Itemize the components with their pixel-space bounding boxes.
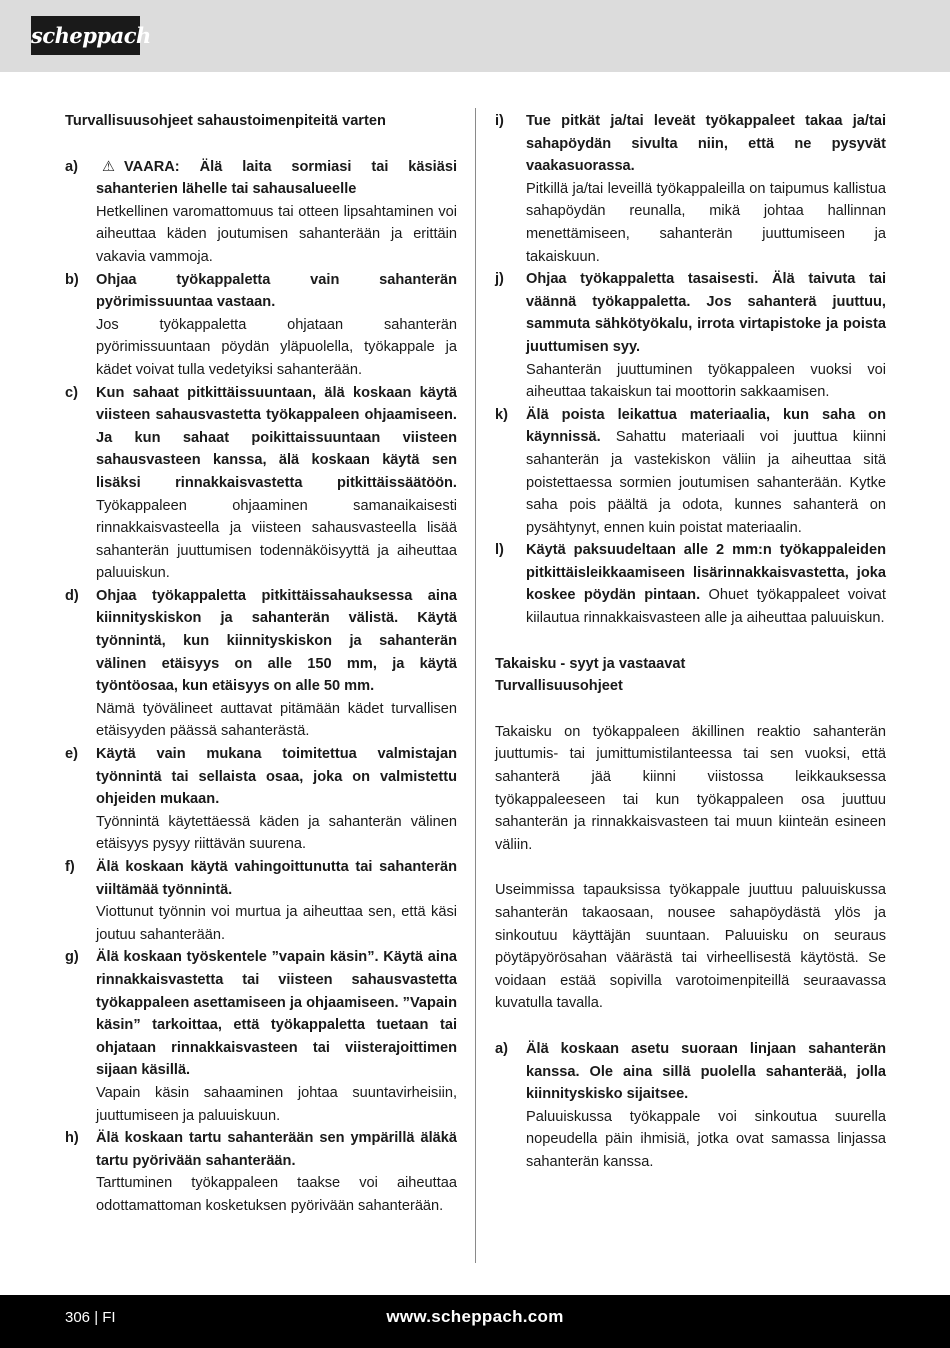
item-heading: Älä koskaan käytä vahingoittunutta tai sahanterän viiltämää työnnintä. (96, 859, 457, 898)
list-item-final-a (495, 1038, 886, 1174)
list-item-d (65, 585, 457, 743)
item-text: Työkappaleen ohjaaminen samanaikaisesti rinnakkaisvasteella ja viisteen sahausvasteella lisää sahanterän juuttumisen todennäköisyyttä ja aiheuttaa paluuiskun. (96, 497, 457, 582)
item-heading: Ohjaa työkappaletta vain sahanterän pyörimissuuntaa vastaan. (96, 271, 457, 311)
item-label: d) (65, 587, 79, 604)
list-item-a (65, 156, 457, 269)
item-body (96, 382, 457, 585)
item-text: Viottunut työnnin voi murtua ja aiheuttaa sen, että käsi joutuu sahanterään. (96, 904, 457, 943)
item-text: Vapain käsin sahaaminen johtaa suuntavirheisiin, juuttumiseen ja paluuiskuun. (96, 1084, 457, 1124)
item-text: Sahanterän juuttuminen työkappaleen vuoksi voi aiheuttaa takaiskun tai moottorin sakkaamisen. (526, 361, 886, 401)
item-body (526, 1038, 886, 1174)
warning-triangle-icon: ⚠ (102, 158, 116, 175)
item-body (96, 585, 457, 743)
item-text: Hetkellinen varomattomuus tai otteen lipsahtaminen voi aiheuttaa käden joutumisen sahanterään ja erittäin vakavia vammoja. (96, 203, 457, 265)
item-heading: Tue pitkät ja/tai leveät työkappaleet takaa ja/tai sahapöydän sivulta niin, että ne pysyvät vaakasuorassa. (526, 113, 886, 175)
item-heading: Älä koskaan tartu sahanterään sen ympärillä äläkä tartu pyörivään sahanterään. (96, 1130, 457, 1169)
item-label: b) (65, 271, 79, 288)
list-item-j (495, 268, 886, 404)
item-text: Nämä työvälineet auttavat pitämään kädet turvallisen etäisyyden päässä sahanterästä. (96, 700, 457, 740)
scheppach-logo: scheppach (31, 16, 140, 55)
page-footer (0, 1295, 950, 1348)
kickback-title-line-2: Turvallisuusohjeet (495, 678, 623, 695)
item-body (526, 268, 886, 404)
kickback-paragraph-1: Takaisku on työkappaleen äkillinen reaktio sahanterän juuttumis- tai jumittumistilanteessa tai sen vuoksi, että sahanterä jää kiinni viistossa leikkauksessa työkappaleeseen tai kun työkappaleen osa juuttuu sahanterän ja rinnakkaisvasteen tai muun kiinteän esineen väliin. (495, 723, 886, 853)
list-item-g (65, 946, 457, 1127)
item-heading: Älä poista leikattua materiaalia, kun saha on käynnissä. (526, 406, 886, 446)
list-item-b (65, 269, 457, 382)
list-item-k (495, 404, 886, 540)
item-heading: Ohjaa työkappaletta tasaisesti. Älä taivuta tai väännä työkappaletta. Jos sahanterä juuttuu, sammuta sähkötyökalu, irrota virtapistoke ja poista juuttumisen syy. (526, 271, 886, 355)
item-text: Työnnintä käytettäessä käden ja sahanterän välinen etäisyys pysyy riittävän suurena. (96, 813, 457, 853)
item-text: Pitkillä ja/tai leveillä työkappaleilla on taipumus kallistua sahapöydän reunalla, mikä johtaa hallinnan menettämiseen, sahanterän juuttumiseen ja takaiskuun. (526, 180, 886, 265)
kickback-paragraph-2: Useimmissa tapauksissa työkappale juuttuu paluuiskussa sahanterän takaosaan, nousee sahapöydästä ylös ja sinkoutuu käyttäjän suuntaan. Paluuisku on seuraus pöytäpyörösahan väärästä tai virheellisestä käytöstä. Se voidaan estää sopivilla varotoimenpiteillä seuraavassa kuvatulla tavalla. (495, 882, 886, 1012)
item-body (96, 856, 457, 946)
kickback-section-title (495, 653, 886, 698)
page-header (0, 0, 950, 72)
item-heading: Kun sahaat pitkittäissuuntaan, älä koskaan käytä viisteen sahausvastetta työkappaleen ohjaamiseen. Ja kun sahaat poikittaissuuntaan viisteen sahausvasteen kanssa, älä koskaan käytä sen lisäksi rinnakkaisvastetta pitkittäissäätöön. (96, 384, 457, 491)
item-text: Ohuet työkappaleet voivat kiilautua rinnakkaisvasteen alle ja aiheuttaa paluuiskun. (526, 587, 886, 627)
item-label: g) (65, 949, 79, 966)
item-label: l) (495, 542, 504, 559)
item-text: Sahattu materiaali voi juuttua kiinni sahanterän ja vastekiskon väliin ja aiheuttaa sitä poistettaessa sormien joutumisen sahanterään. Kytke saha pois päältä ja odota, kunnes sahanterä on pysähtynyt, ennen kuin poistat materiaalin. (526, 429, 886, 536)
kickback-title-line-1: Takaisku - syyt ja vastaavat (495, 655, 686, 672)
list-item-c (65, 382, 457, 585)
list-item-h (65, 1127, 457, 1217)
left-column (65, 110, 457, 1218)
item-body (526, 404, 886, 540)
item-label: e) (65, 746, 78, 763)
item-body (96, 743, 457, 856)
item-label: i) (495, 113, 504, 129)
item-heading: Ohjaa työkappaletta pitkittäissahauksessa aina kiinnityskiskon ja sahanterän välistä. Käytä työnnintä, kun kiinnityskiskon ja sahanterän välinen etäisyys on alle 150 mm, ja käytä työntöosaa, kun etäisyys on alle 50 mm. (96, 587, 457, 695)
right-column (495, 110, 886, 1174)
item-body (526, 110, 886, 268)
item-body (96, 269, 457, 382)
website-link[interactable]: www.scheppach.com (386, 1307, 564, 1326)
column-divider (475, 108, 476, 1263)
item-heading: Käytä paksuudeltaan alle 2 mm:n työkappaleiden pitkittäisleikkaamiseen lisärinnakkaisvastetta, joka koskee pöydän pintaan. (526, 542, 886, 604)
item-label: k) (495, 406, 508, 423)
page-number: 306 | FI (65, 1309, 116, 1326)
item-heading (96, 156, 457, 201)
item-label: a) (495, 1040, 508, 1057)
item-body (96, 1127, 457, 1217)
item-heading: Käytä vain mukana toimitettua valmistajan työnnintä tai sellaista osaa, joka on valmistettu ohjeiden mukaan. (96, 746, 457, 808)
list-item-f (65, 856, 457, 946)
item-heading-text: VAARA: Älä laita sormiasi tai käsiäsi sahanterien lähelle tai sahausalueelle (96, 158, 457, 198)
list-item-i (495, 110, 886, 268)
item-text: Tarttuminen työkappaleen taakse voi aiheuttaa odottamattoman kosketuksen pyörivään sahanterään. (96, 1175, 457, 1214)
item-body (96, 156, 457, 269)
item-heading: Älä koskaan työskentele ”vapain käsin”. Käytä aina rinnakkaisvastetta tai viisteen sahausvastetta työkappaleen asettamiseen ja ohjaamiseen. ”Vapain käsin” tarkoittaa, että työkappaletta tuetaan tai ohjataan rinnakkaisvasteen tai viisterajoittimen sijaan käsillä. (96, 949, 457, 1079)
item-body (96, 946, 457, 1127)
list-item-l (495, 539, 886, 629)
item-label: h) (65, 1130, 79, 1147)
item-text: Jos työkappaletta ohjataan sahanterän pyörimissuuntaan pöydän yläpuolella, työkappale ja kädet voivat tulla vedetyiksi sahanterään. (96, 316, 457, 378)
section-title: Turvallisuusohjeet sahaustoimenpiteitä varten (65, 113, 386, 129)
item-label: a) (65, 158, 78, 175)
item-label: c) (65, 384, 78, 401)
item-body (526, 539, 886, 629)
item-label: j) (495, 271, 504, 288)
item-text: Paluuiskussa työkappale voi sinkoutua suurella nopeudella päin ihmisiä, jotka ovat samassa linjassa sahanterän kanssa. (526, 1108, 886, 1170)
item-label: f) (65, 859, 75, 875)
list-item-e (65, 743, 457, 856)
item-heading: Älä koskaan asetu suoraan linjaan sahanterän kanssa. Ole aina sillä puolella sahanterää, jolla kiinnityskisko sijaitsee. (526, 1040, 886, 1103)
